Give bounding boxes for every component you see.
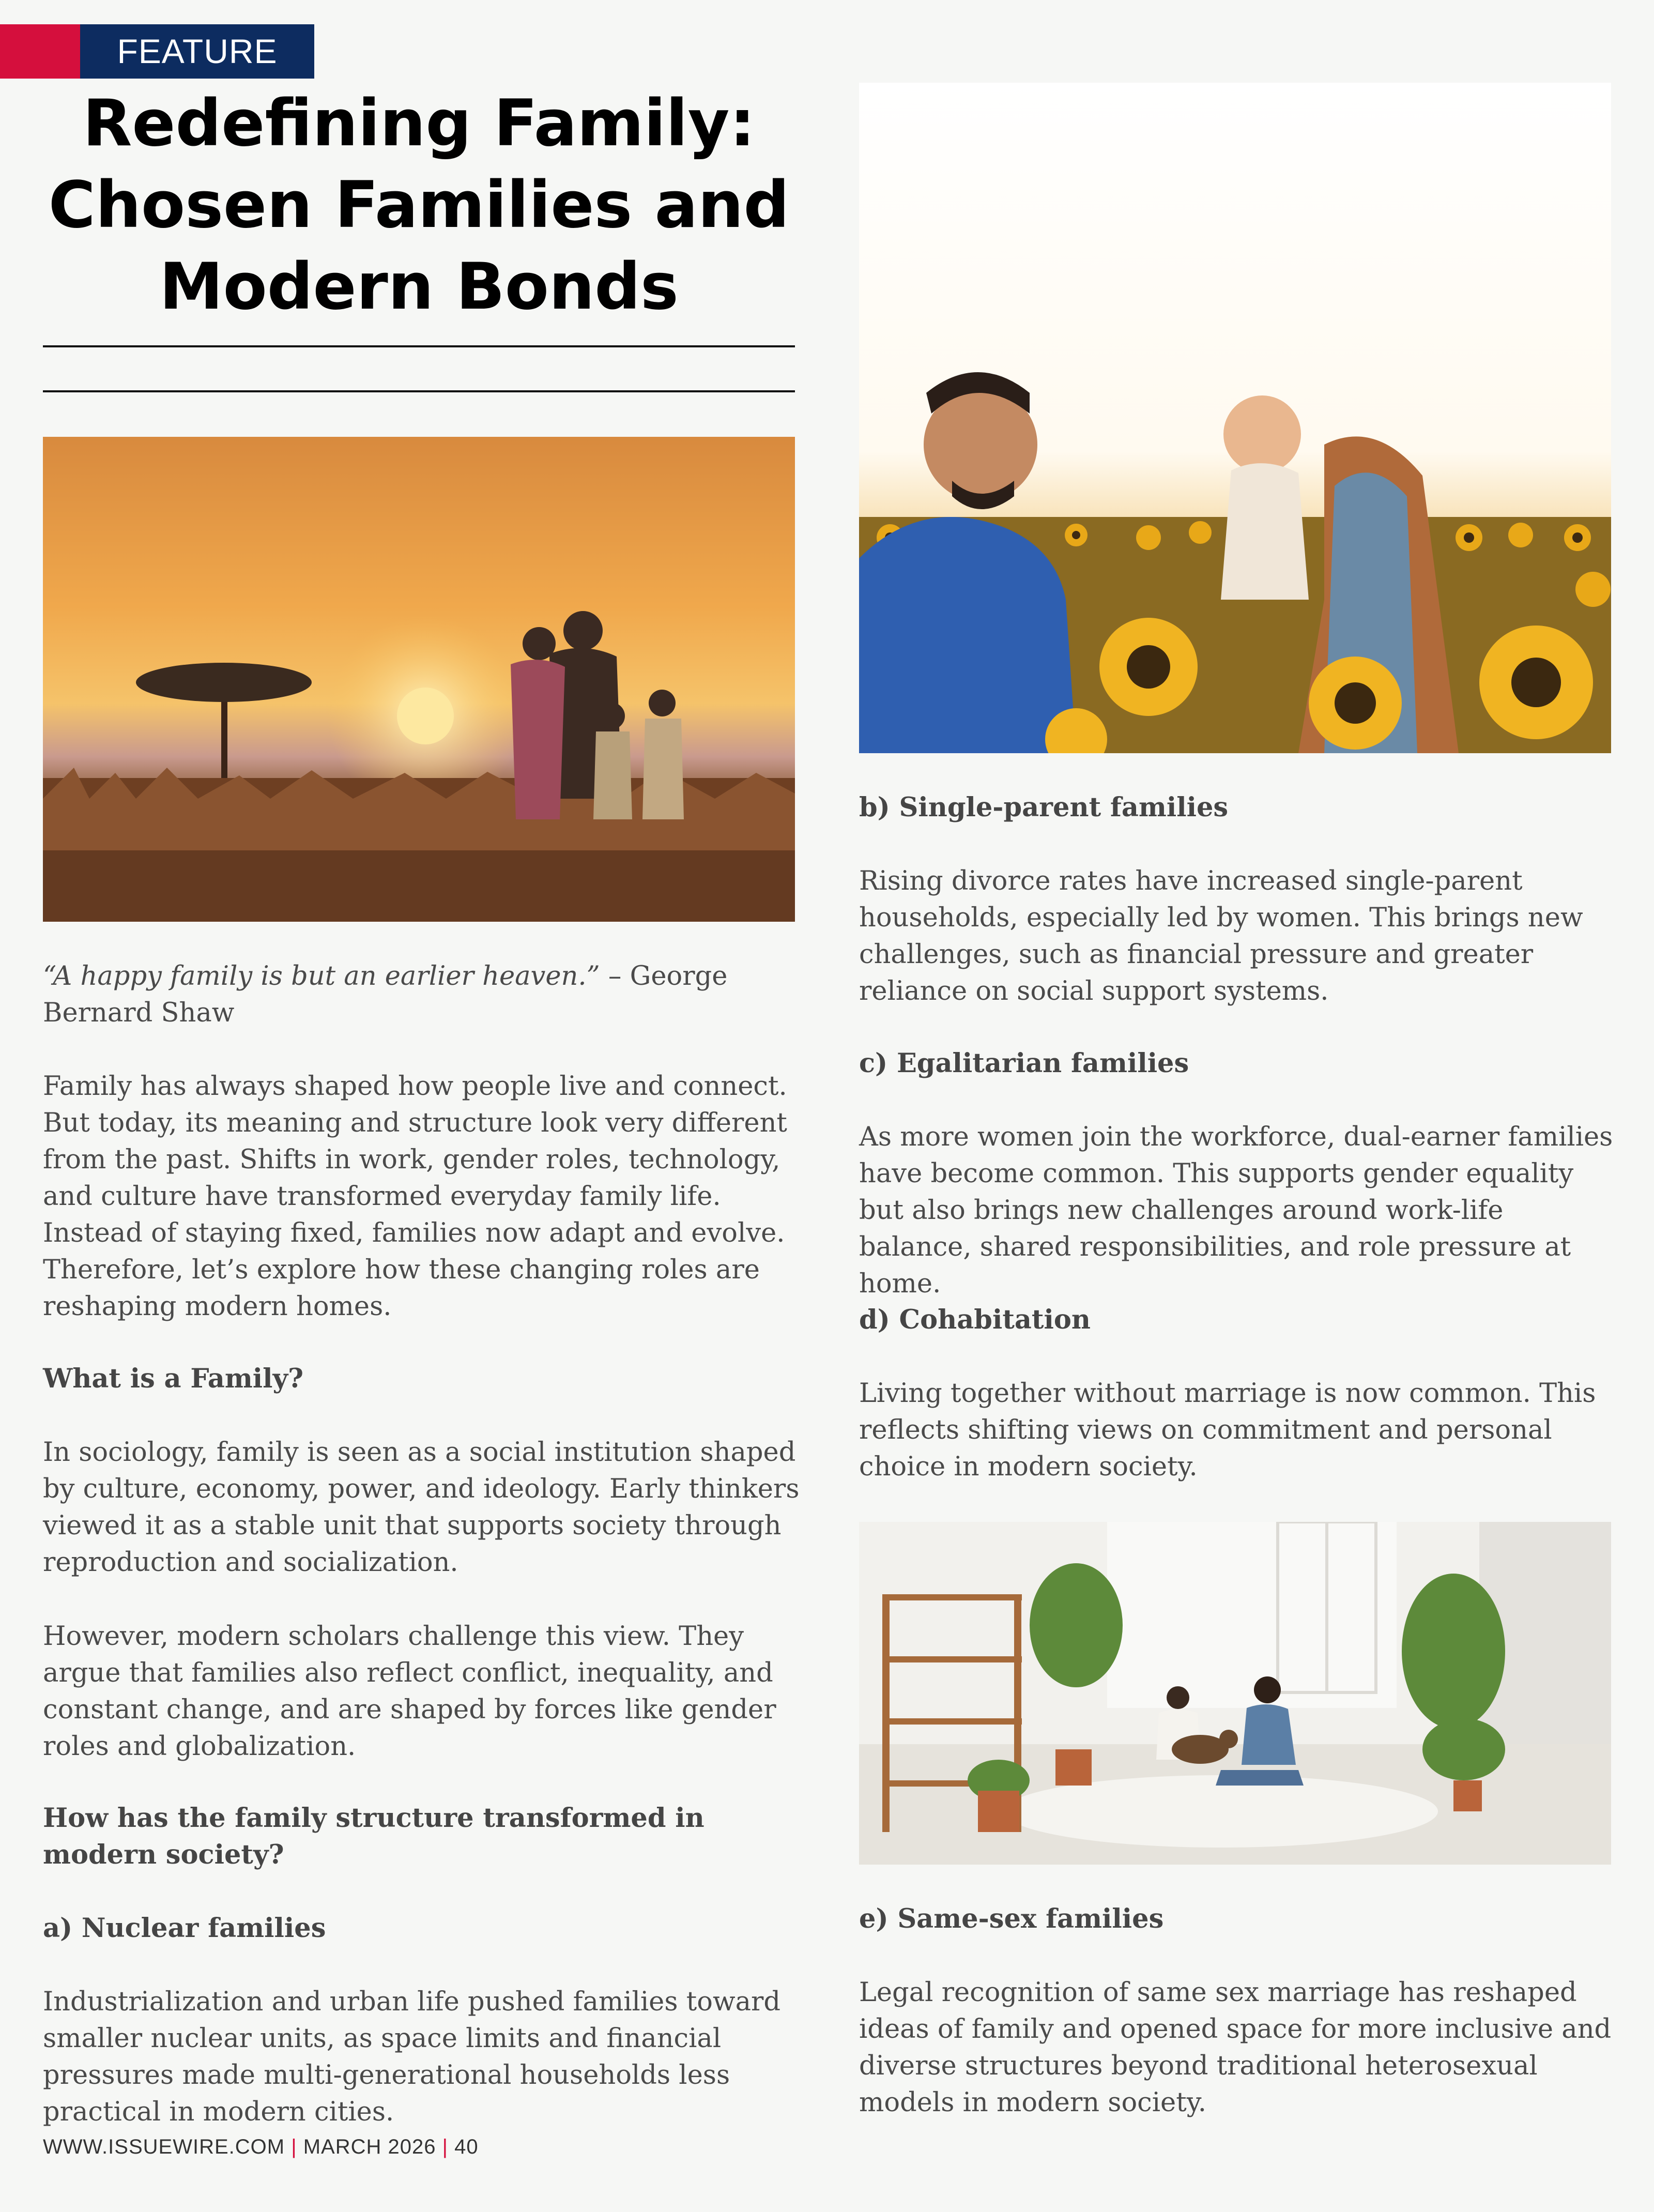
footer: [43, 2132, 479, 2161]
heading-cohabitation: d) Cohabitation: [859, 1304, 1091, 1335]
footer-site: WWW.ISSUEWIRE.COM: [43, 2135, 285, 2158]
footer-separator: |: [442, 2135, 448, 2158]
heading-single-parent: b) Single-parent families: [859, 792, 1229, 823]
intro-paragraph: Family has always shaped how people live and connect. But today, its meaning and structure look very different from the past. Shifts in work, gender roles, technology, and culture have transformed everyday family life. Instead of staying fixed, families now adapt and evolve. Therefore, let’s explore how these changing roles are reshaping modern homes.: [43, 1071, 787, 1322]
heading-same-sex: e) Same-sex families: [859, 1903, 1164, 1934]
heading-what-is-family: What is a Family?: [43, 1363, 304, 1394]
heading-egalitarian: c) Egalitarian families: [859, 1048, 1189, 1079]
title-rule-top: [43, 345, 795, 347]
footer-separator: |: [291, 2135, 297, 2158]
couple-with-dog-photo: [859, 1522, 1611, 1865]
what-is-paragraph-2: However, modern scholars challenge this view. They argue that families also reflect conflict, inequality, and constant change, and are shaped by forces like gender roles and globalization.: [43, 1621, 776, 1762]
same-sex-paragraph: Legal recognition of same sex marriage has reshaped ideas of family and opened space for more inclusive and diverse structures beyond traditional heterosexual models in modern society.: [859, 1977, 1612, 2118]
egalitarian-paragraph: As more women join the workforce, dual-earner families have become common. This supports gender equality but also brings new challenges around work-life balance, shared responsibilities, and role pressure at home.: [859, 1122, 1613, 1299]
nuclear-families-paragraph: Industrialization and urban life pushed families toward smaller nuclear units, as space limits and financial pressures made multi-generational households less practical in modern cities.: [43, 1987, 781, 2127]
cohabitation-paragraph: Living together without marriage is now common. This reflects shifting views on commitment and personal choice in modern society.: [859, 1378, 1596, 1482]
quote-attribution: – George Bernard Shaw: [43, 961, 728, 1028]
section-tag: FEATURE: [80, 24, 314, 79]
sunflower-family-photo: [859, 83, 1611, 753]
footer-date: MARCH 2026: [303, 2135, 436, 2158]
what-is-paragraph-1: In sociology, family is seen as a social institution shaped by culture, economy, power, and ideology. Early thinkers viewed it as a stable unit that supports society through reproduction and socialization.: [43, 1437, 800, 1578]
single-parent-paragraph: Rising divorce rates have increased single-parent households, especially led by women. This brings new challenges, such as financial pressure and greater reliance on social support systems.: [859, 866, 1583, 1006]
footer-page-number: 40: [454, 2135, 479, 2158]
title-rule-bottom: [43, 390, 795, 392]
article-title: Redefining Family: Chosen Families and Modern Bonds: [48, 86, 790, 324]
quote-text: “A happy family is but an earlier heaven.”: [43, 961, 600, 991]
heading-nuclear-families: a) Nuclear families: [43, 1913, 326, 1944]
sunset-family-painting: [43, 437, 795, 922]
quote: [43, 958, 803, 1031]
heading-structure-transformed: How has the family structure transformed in modern society?: [43, 1803, 705, 1870]
section-tag-accent: [0, 24, 80, 79]
